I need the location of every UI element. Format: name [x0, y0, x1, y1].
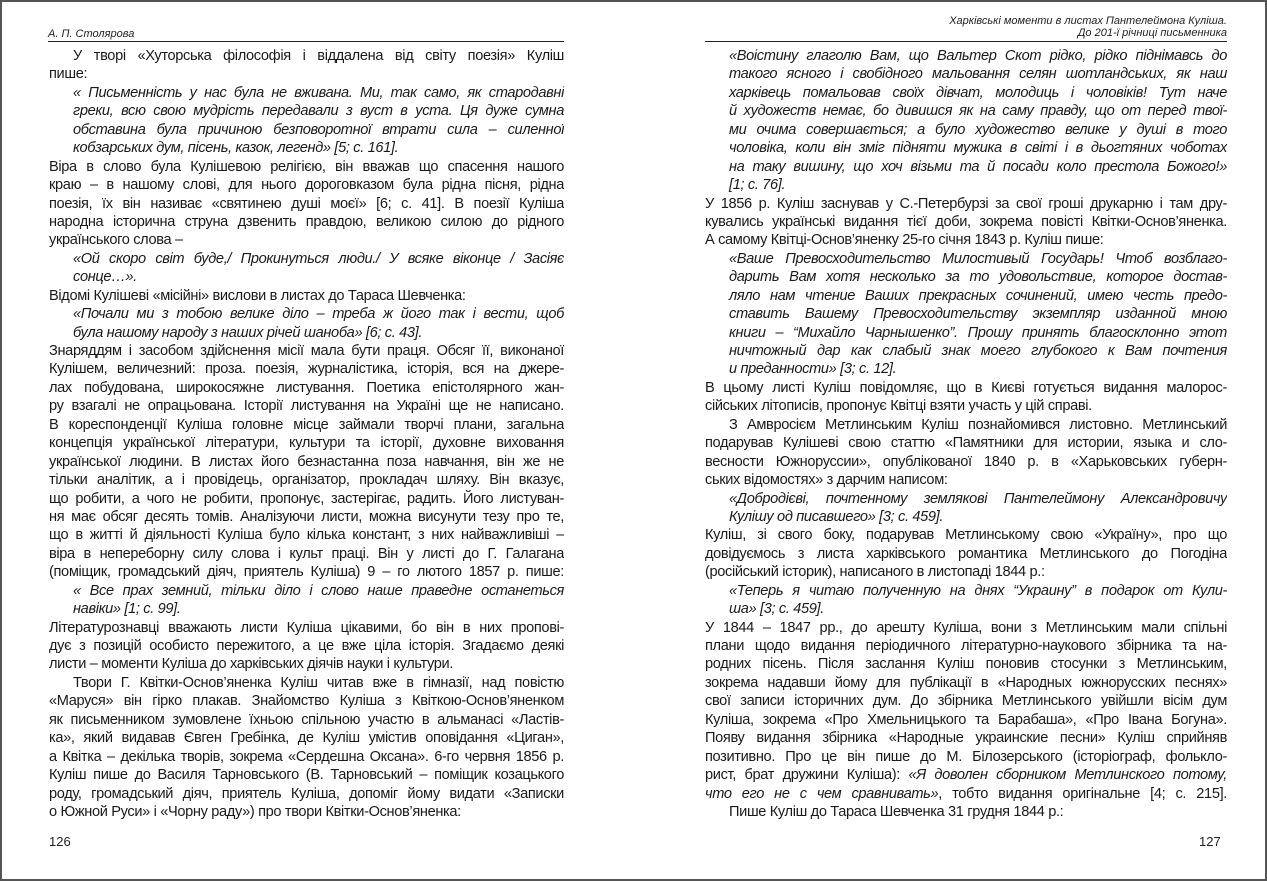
- text-line: Куліш, зі свого боку, подарував Метлинському свою «Україну», про що: [705, 527, 1227, 544]
- quote-line: «Теперь я читаю полученную на днях “Украину” в подарок от Кули-: [729, 582, 1227, 599]
- quote-line: книги – “Михайло Чарнышенко”. Прошу принять благосклонно этот: [729, 324, 1227, 341]
- text-line: родних пісень. Після заслання Куліш поновив стосунки з Метлинським,: [705, 656, 1227, 673]
- text-line: З Амвросієм Метлинським Куліш познайомився листовно. Метлинський: [729, 416, 1227, 433]
- text-line: зокрема надавши йому для публікації в «Народных южнорусских песнях»: [705, 674, 1227, 691]
- right-page-body-text: [705, 47, 1227, 821]
- quote-line: чоловіка, коли він зміг підняти мужика в світі і в дьогтяних чоботах: [729, 140, 1227, 157]
- left-page: [2, 2, 632, 879]
- text-line: Куліш пише до Василя Тарновського (В. Тарновський – поміщик козацького: [49, 767, 564, 784]
- text-line: віра в непереборну силу слова і культ праці. Він у листі до Г. Галагана: [49, 545, 564, 562]
- text-line: сійських літописів, пропонує Квітці взяти участь у цій справі.: [705, 398, 1092, 415]
- quote-line: ничтожный дар как слабый знак моего глубокого к Вам почтения: [729, 343, 1227, 359]
- text-line: кувались українські видання тієї доби, зокрема повісті Квітки-Основ’яненка.: [705, 213, 1227, 230]
- text-line: В кореспонденції Куліша головне місце займали творчі плани, загальна: [49, 416, 564, 433]
- left-page-body-text: [49, 47, 564, 821]
- text-line: ських відомостях» з дарчим написом:: [705, 472, 948, 489]
- text-line: довідуємось з листа харківського романтика Метлинського до Погодіна: [705, 545, 1227, 562]
- page-number: 126: [49, 834, 71, 849]
- text-line: что его не с чем сравнивать», тобто видання оригінальне [4; с. 215].: [705, 785, 1227, 802]
- quote-line: и преданности» [3; с. 12].: [729, 361, 897, 378]
- quote-line: ляло нам чтение Ваших прекрасных сочинений, имею честь предо-: [729, 287, 1227, 304]
- text-line: Відомі Кулішеві «місійні» вислови в листах до Тараса Шевченка:: [49, 287, 466, 304]
- running-head-title-line-2: До 201-ї річниці письменника: [1077, 27, 1227, 39]
- text-line: краю – в нашому слові, для нього дороговказом була рідна пісня, рідна: [49, 177, 564, 194]
- text-line: (поміщик, громадський діяч, приятель Куліша) 9 – го лютого 1857 р. пише:: [49, 564, 564, 581]
- text-line: що робити, а чого не робити, пропонує, застерігає, радить. Його листуван-: [49, 490, 564, 507]
- text-line: весности Южноруссии», опублікованої 1840 р. в «Харьковських губерн-: [705, 453, 1227, 470]
- text-line: У 1856 р. Куліш заснував у С.-Петербурзі за свої гроші друкарню і там дру-: [705, 195, 1227, 212]
- quote-line: ми очима совершається; а було художество велике у душі в того: [729, 121, 1227, 138]
- text-line: роду, громадський діяч, приятель Куліша, допоміг йому видати «Записки: [49, 785, 564, 802]
- quote-line: « Все прах земний, тільки діло і слово наше праведне останеться: [73, 582, 564, 599]
- header-rule: [48, 41, 564, 42]
- text-line: листи – моменти Куліша до харківських діячів науки і культури.: [49, 656, 454, 673]
- running-head-title: [705, 15, 1227, 39]
- text-line: позитивно. Про це він пише до М. Білозерського (історіограф, фолькло-: [705, 748, 1227, 765]
- text-line: поезія, їх він називає «святинею душі моєї» [6; с. 41]. В поезії Куліша: [49, 195, 564, 212]
- quote-line: « Письменність у нас була не вживана. Ми, так само, як стародавні: [73, 84, 564, 101]
- text-line: У творі «Хуторська філософія і віддалена від світу поезія» Куліш: [73, 48, 564, 64]
- text-line: Твори Г. Квітки-Основ’яненка Куліш читав вже в гімназії, над повістю: [73, 674, 564, 691]
- text-line: рист, брат дружини Куліша): «Я доволен сборником Метлинского потому,: [705, 767, 1227, 784]
- text-line: тільки аналітик, а і провідець, організатор, прокладач шляху. Він вказує,: [49, 472, 564, 489]
- text-line: Куліша, зокрема «Про Хмельницького та Барабаша», «Про Івана Богуна».: [705, 711, 1227, 728]
- text-line: лах побудована, широкосяжне листування. Поетика епістолярного жан-: [49, 379, 564, 396]
- quote-line: була нашому народу з наших річей шаноба» [6; с. 43].: [73, 324, 423, 341]
- quote-line: ставить Вашему Превосходительству экземпляр изданной мною: [729, 306, 1227, 323]
- text-line: подарував Кулішеві свою статтю «Памятники для истории, языка и сло-: [705, 435, 1227, 452]
- quote-line: сонце…».: [73, 269, 137, 286]
- text-line: дує з позицій особисто пережитого, а це вже ціла історія. Згадаємо деякі: [49, 638, 564, 654]
- quote-line: ша» [3; с. 459].: [729, 601, 824, 618]
- text-line: (російський історик), написаного в листопаді 1844 р.:: [705, 564, 1045, 581]
- text-line: що в житті й діяльності Куліша було кілька констант, з них найважливіші –: [49, 527, 564, 544]
- quote-line: на таку вишину, що хоч візьми та й посади коло престола Божого!»: [729, 158, 1227, 175]
- page-number: 127: [1199, 834, 1221, 849]
- text-line: концепція української літератури, культури та історії, духовне виховання: [49, 435, 564, 452]
- text-line: А самому Квітці-Основ’яненку 25-го січня 1843 р. Куліш пише:: [705, 232, 1104, 249]
- text-line: Літературознавці вважають листи Куліша цікавими, бо він в них пропові-: [49, 619, 564, 636]
- quote-line: харківець помальовав своїх дівчат, молодиць і чоловіків! Тут наче: [729, 84, 1227, 101]
- quote-line: «Ваше Превосходительство Милостивый Государь! Чтоб возблаго-: [729, 250, 1227, 267]
- quote-line: й художеств немає, бо дивишся як на саму правду, що от перед твої-: [729, 103, 1227, 120]
- text-line: Появу видання збірника «Народные украинские песни» Куліш сприйняв: [705, 730, 1227, 747]
- text-line: Пише Куліш до Тараса Шевченка 31 грудня 1844 р.:: [729, 803, 1064, 820]
- quote-line: кобзарських дум, пісень, казок, легенд» [5; с. 161].: [73, 140, 399, 157]
- quote-line: такого ясного і свобідного мальовання селян шотландських, як наш: [729, 66, 1227, 83]
- text-line: Знаряддям і засобом здійснення місії мала бути праця. Обсяг її, виконаної: [49, 343, 564, 359]
- quote-line: обставина була причиною безповоротної втрати сила – силенної: [73, 121, 564, 138]
- text-line: ня має обсяг десять томів. Аналізуючи листи, можна висунути тезу про те,: [49, 508, 564, 525]
- right-page: [632, 2, 1265, 879]
- quote-line: греки, всю свою мудрість передавали з вуст в уста. Ця дуже сумна: [73, 103, 564, 120]
- running-head-title-line-1: Харківські моменти в листах Пантелеймона Куліша.: [949, 15, 1227, 27]
- text-line: Віра в слово була Кулішевою релігією, він вважав що спасення нашого: [49, 158, 564, 175]
- text-line: свої записи історичних дум. До збірника Метлинського увійшли вісім дум: [705, 693, 1227, 710]
- text-line: народна історична струна дзвенить правдою, великою силою до рідного: [49, 213, 564, 230]
- text-line: ка», який видавав Євген Гребінка, де Куліш умістив оповідання «Циган»,: [49, 730, 564, 747]
- text-line: У 1844 – 1847 рр., до арешту Куліша, вони з Метлинським мали спільні: [705, 619, 1227, 636]
- quote-line: [1; с. 76].: [729, 177, 786, 194]
- quote-line: «Ой скоро світ буде,/ Прокинуться люди./ У всяке віконце / Засіяє: [73, 250, 564, 267]
- running-head-author: А. П. Столярова: [48, 28, 135, 40]
- text-line: о Южной Руси» і «Чорну раду») про твори Квітки-Основ’яненка:: [49, 803, 461, 820]
- quote-line: дарить Вам хотя несколько за то удовольствие, которое достав-: [729, 269, 1227, 286]
- quote-line: «Добродієві, почтенному землякові Пантелеймону Александровичу: [729, 490, 1227, 507]
- text-line: плани щодо видання періодичного літературно-наукового збірника та на-: [705, 638, 1227, 654]
- text-line: української людини. В листах його безнастанна поза навчання, він же не: [49, 453, 564, 470]
- text-line: українського слова –: [49, 232, 183, 249]
- header-rule: [705, 41, 1227, 42]
- quote-line: навіки» [1; с. 99].: [73, 601, 181, 618]
- quote-line: Кулішу од писавшего» [3; с. 459].: [729, 508, 944, 525]
- quote-line: «Почали ми з тобою велике діло – треба ж його так і вести, щоб: [73, 306, 564, 323]
- quote-line: «Воістину глаголю Вам, що Вальтер Скот рідко, рідко піднімавсь до: [729, 48, 1227, 64]
- text-line: Кулішем, величезний: проза. поезія, журналістика, історія, вся на джере-: [49, 361, 564, 378]
- text-line: В цьому листі Куліш повідомляє, що в Києві готується видання малорос-: [705, 379, 1227, 396]
- text-line: а Квітка – декілька творів, зокрема «Сердешна Оксана». 6-го червня 1856 р.: [49, 748, 564, 765]
- text-line: як письменником зумовлене їхньою спільною участю в альманасі «Ластів-: [49, 711, 564, 728]
- text-line: пише:: [49, 66, 88, 83]
- text-line: ру взагалі не опрацьована. Історії листування на Україні ще не написано.: [49, 398, 564, 415]
- text-line: «Маруся» він гірко плакав. Знайомство Куліша з Квіткою-Основ’яненком: [49, 693, 564, 710]
